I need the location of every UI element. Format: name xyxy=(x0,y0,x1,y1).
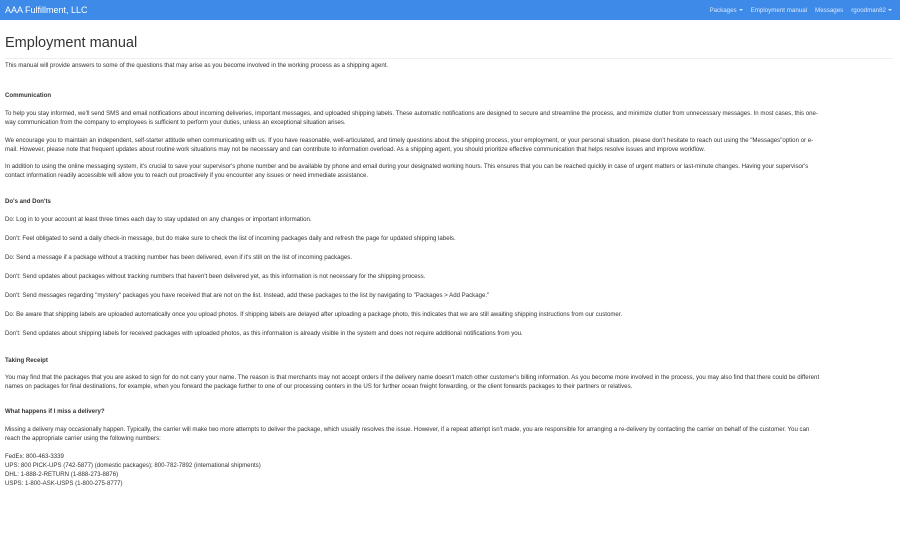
carrier-ups: UPS: 800 PICK-UPS (742-5877) (domestic packages); 800-782-7892 (international shipments) xyxy=(5,461,261,469)
dos-item: Don't: Send updates about shipping labels for received packages with uploaded photos, as this information is already visible in the system and does not require additional notifications from you. xyxy=(5,329,523,337)
nav-user-label: rgoodman82 xyxy=(851,6,886,14)
missed-delivery-paragraph: Missing a delivery may occasionally happen. Typically, the carrier will make two more attempts to deliver the package, which usually resolves the issue. However, if a repeat attempt isn't made, you are responsible for arranging a re-delivery by contacting the carrier on behalf of the customer. You can reach the appropriate carrier using the following numbers: xyxy=(5,426,810,443)
brand-link[interactable]: AAA Fulfillment, LLC xyxy=(5,5,88,15)
section-heading-communication: Communication xyxy=(5,91,52,99)
page-title: Employment manual xyxy=(5,35,138,51)
nav-user-dropdown[interactable] xyxy=(851,7,892,14)
dos-item: Don't: Send messages regarding "mystery" packages you have received that are not on the list. Instead, add these packages to the list by navigating to "Packages > Add Package." xyxy=(5,291,490,299)
receipt-paragraph: You may find that the packages that you are asked to sign for do not carry your name. The reason is that merchants may not accept orders if the delivery name doesn't match other customer's billing information. As you become more involved in the process, you may also find that there could be different names on packages for final destinations, for example, when you forward the package further to one of our processing centers in the US for further ocean freight forwarding, or the client forwards packages to their partners or relatives. xyxy=(5,374,820,391)
dos-item: Do: Send a message if a package without a tracking number has been delivered, even if it's still on the list of incoming packages. xyxy=(5,253,353,261)
chevron-down-icon xyxy=(739,9,743,11)
intro-text: This manual will provide answers to some of the questions that may arise as you become involved in the working process as a shipping agent. xyxy=(5,62,389,69)
communication-paragraph: In addition to using the online messaging system, it's crucial to save your supervisor's phone number and be available by phone and email during your designated working hours. This ensures that you can be reached quickly in case of urgent matters or last-minute changes. Having your supervisor's contact information readily accessible will allow you to reach out proactively if you encounter any issues or need immediate assistance. xyxy=(5,163,809,180)
section-heading-taking-receipt: Taking Receipt xyxy=(5,356,48,364)
communication-paragraph: We encourage you to maintain an independent, self-starter attitude when communicating with us. If you have reasonable, well-articulated, and timely questions about the shipping process, your employment, or your personal situation, please don't hesitate to reach out using the "Messages"option or e- mail. However, please note that frequent updates about routine work situations may not be necessary and can contribute to information overload. As a shipping agent, you should prioritize effective communication that helps resolve issues and improve workflow. xyxy=(5,136,814,153)
carrier-fedex: FedEx: 800-463-3339 xyxy=(5,452,64,460)
dos-item: Do: Log in to your account at least three times each day to stay updated on any changes or important information. xyxy=(5,216,312,224)
top-navbar xyxy=(0,0,900,20)
title-divider xyxy=(5,58,893,59)
chevron-down-icon xyxy=(888,9,892,11)
nav-packages-label: Packages xyxy=(709,6,737,14)
nav-packages-dropdown[interactable] xyxy=(709,7,742,14)
carrier-usps: USPS: 1-800-ASK-USPS (1-800-275-8777) xyxy=(5,479,123,487)
main-content xyxy=(5,20,893,489)
nav-messages[interactable]: Messages xyxy=(815,6,844,14)
communication-paragraph: To help you stay informed, we'll send SMS and email notifications about incoming deliveries, important messages, and uploaded shipping labels. These automatic notifications are designed to secure and streamline the process, and minimize clutter from unnecessary messages. In most cases, this one- way communication from the company to employees is sufficient to perform your duties, unless an exceptional situation arises. xyxy=(5,109,818,126)
section-heading-missed-delivery: What happens if I miss a delivery? xyxy=(5,408,105,416)
dos-item: Don't: Feel obligated to send a daily check-in message, but do make sure to check the list of incoming packages daily and refresh the page for updated shipping labels. xyxy=(5,235,456,243)
carrier-dhl: DHL: 1-888-2-RETURN (1-888-273-8876) xyxy=(5,470,119,478)
nav-employment-manual[interactable]: Employment manual xyxy=(750,6,808,14)
dos-item: Do: Be aware that shipping labels are uploaded automatically once you upload photos. If shipping labels are delayed after uploading a package photo, this indicates that we are still awaiting shipping instructions from our customer. xyxy=(5,310,623,318)
section-heading-dos-donts: Do's and Don'ts xyxy=(5,198,51,206)
dos-item: Don't: Send updates about packages without tracking numbers that haven't been delivered yet, as this information is not necessary for the shipping process. xyxy=(5,272,426,280)
nav-links xyxy=(709,7,892,14)
